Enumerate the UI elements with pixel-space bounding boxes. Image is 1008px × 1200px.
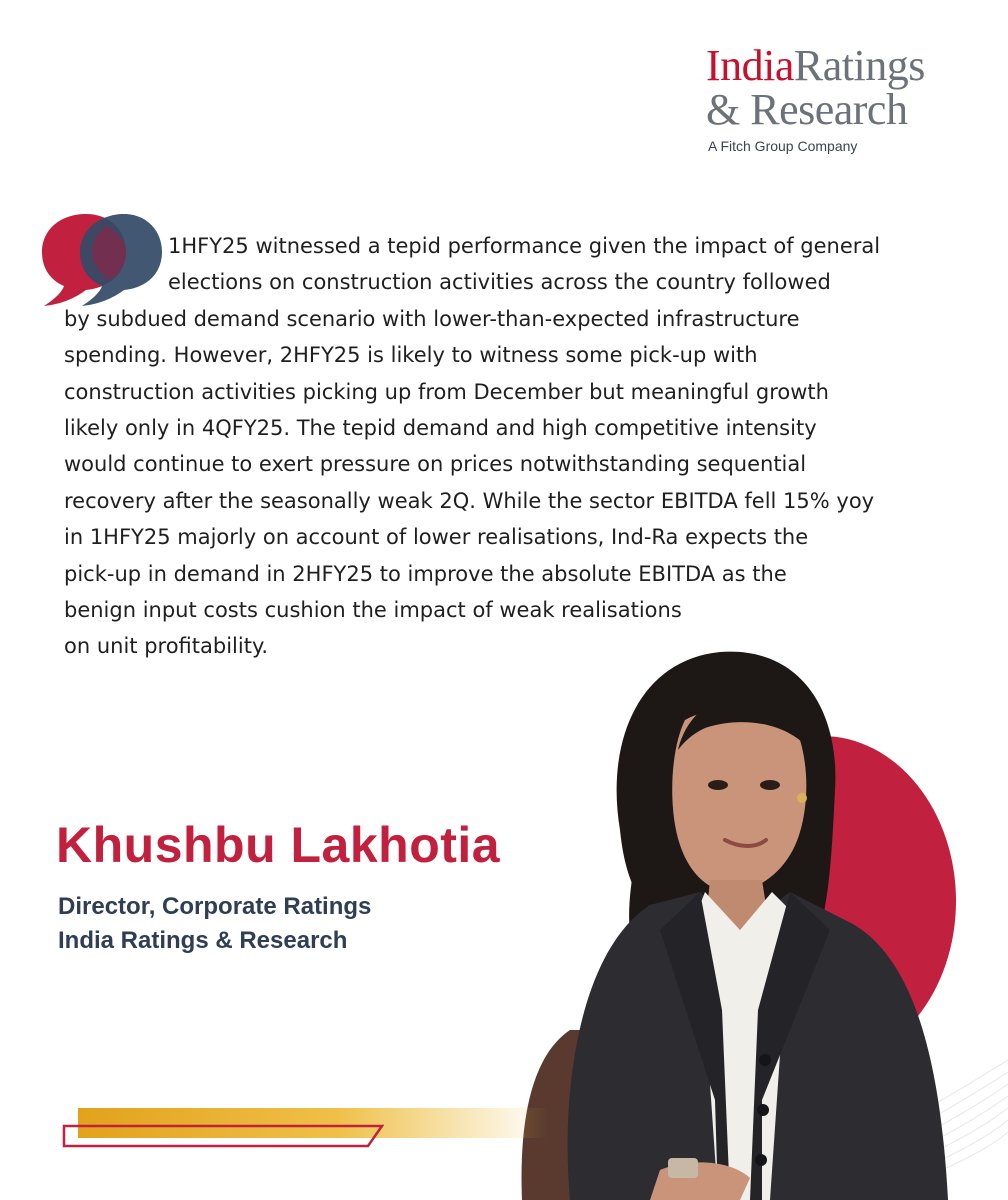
quote-line: benign input costs cushion the impact of weak realisations xyxy=(64,598,682,623)
quote-line: 1HFY25 witnessed a tepid performance given the impact of general xyxy=(168,234,881,258)
quote-line: spending. However, 2HFY25 is likely to witness some pick-up with xyxy=(64,343,758,368)
quote-line: pick-up in demand in 2HFY25 to improve the absolute EBITDA as the xyxy=(64,561,787,586)
logo-tagline: A Fitch Group Company xyxy=(708,138,858,154)
speaker-name: Khushbu Lakhotia xyxy=(56,817,501,873)
logo-wordmark-line2: & Research xyxy=(706,85,908,134)
quote-line: on unit profitability. xyxy=(64,634,269,659)
logo-wordmark-line1 xyxy=(706,41,966,90)
quote-line: in 1HFY25 majorly on account of lower realisations, Ind-Ra expects the xyxy=(64,525,809,550)
logo-word-india: India xyxy=(706,41,794,90)
quote-line: elections on construction activities across the country followed xyxy=(168,270,831,295)
quote-line: would continue to exert pressure on prices notwithstanding sequential xyxy=(64,452,807,477)
speaker-photo xyxy=(500,630,1008,1200)
speaker-designation: Director, Corporate Ratings xyxy=(58,893,372,920)
quote-line: likely only in 4QFY25. The tepid demand and high competitive intensity xyxy=(64,416,817,441)
quote-line: by subdued demand scenario with lower-than-expected infrastructure xyxy=(64,306,800,331)
quote-line: recovery after the seasonally weak 2Q. While the sector EBITDA fell 15% yoy xyxy=(64,488,875,513)
company-logo xyxy=(706,41,966,154)
quote-line: construction activities picking up from December but meaningful growth xyxy=(64,379,829,404)
decorative-outline-bar xyxy=(62,1124,384,1148)
speaker-organization: India Ratings & Research xyxy=(58,927,348,954)
quote-text xyxy=(64,228,976,665)
logo-word-ratings: Ratings xyxy=(793,41,925,90)
